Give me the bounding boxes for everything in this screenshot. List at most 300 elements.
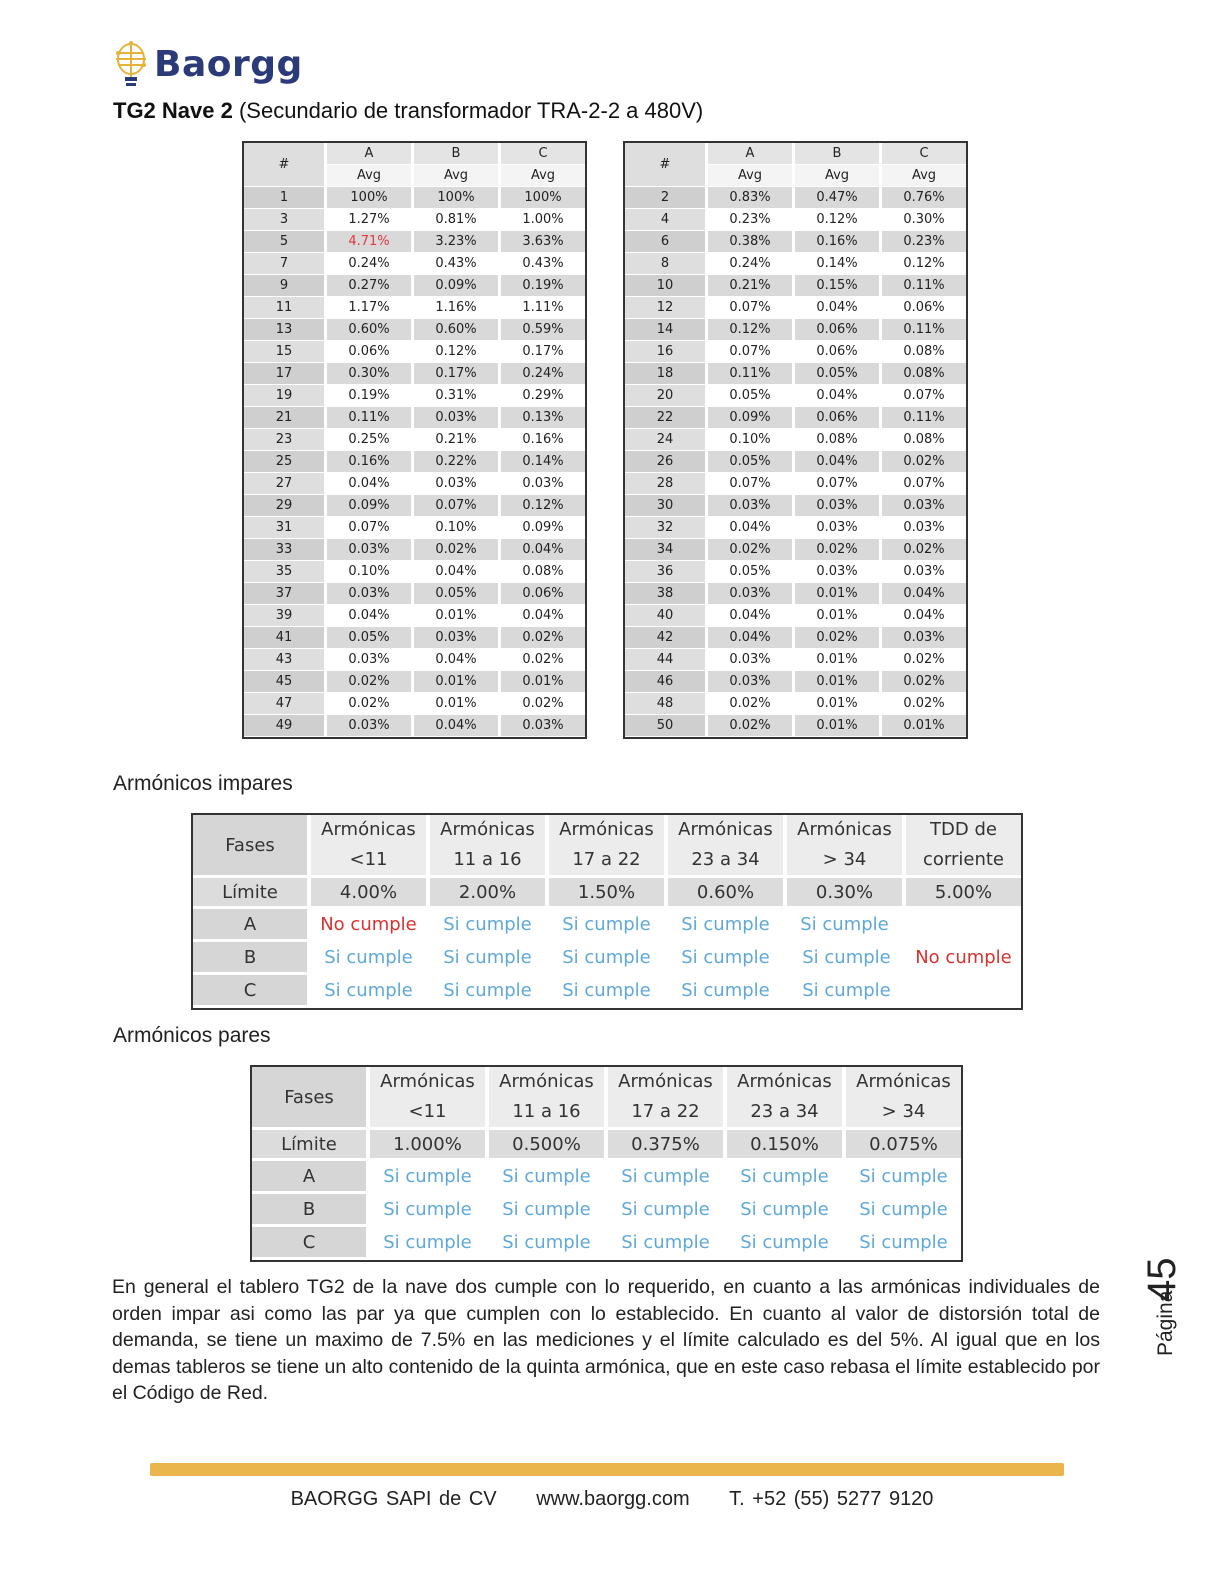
phase-b-value: 0.03% [414,407,501,429]
fase-label: B [193,942,311,975]
footer-divider [150,1463,1064,1476]
col-header-num: # [625,143,708,187]
table-row [244,473,585,495]
phase-a-value: 0.60% [327,319,414,341]
phase-a-value: 0.04% [327,605,414,627]
phase-c-value: 0.17% [501,341,585,363]
harmonic-order: 29 [244,495,327,517]
table-row [625,319,966,341]
phase-c-value: 0.30% [882,209,966,231]
harmonic-order: 15 [244,341,327,363]
compliance-cell: No cumple [311,909,430,942]
harmonic-order: 47 [244,693,327,715]
phase-c-value: 0.07% [882,385,966,407]
phase-a-value: 0.06% [327,341,414,363]
phase-b-value: 3.23% [414,231,501,253]
phase-c-value: 1.00% [501,209,585,231]
fases-header: Fases [252,1067,370,1130]
col-head-line2: corriente [922,849,1004,870]
phase-c-value: 0.11% [882,319,966,341]
col-head-line1: Armónicas [559,819,654,840]
phase-b-value: 0.17% [414,363,501,385]
col-head-line2: 23 a 34 [750,1101,819,1122]
fase-label: C [193,975,311,1008]
table-row [625,473,966,495]
footer-phone: T. +52 (55) 5277 9120 [729,1488,934,1510]
col-head-line1: Armónicas [737,1071,832,1092]
compliance-cell: Si cumple [370,1227,489,1260]
phase-b-value: 0.02% [414,539,501,561]
harmonic-order: 8 [625,253,708,275]
phase-c-value: 0.19% [501,275,585,297]
compliance-cell: Si cumple [489,1161,608,1194]
table-row [244,209,585,231]
table-row [625,495,966,517]
phase-c-value: 0.02% [501,649,585,671]
phase-c-value: 3.63% [501,231,585,253]
odd-compliance-table [191,813,1023,1010]
phase-a-value: 0.02% [708,693,795,715]
compliance-cell: Si cumple [549,975,668,1008]
table-row [244,495,585,517]
table-row [244,715,585,737]
phase-c-value: 0.03% [882,627,966,649]
phase-a-value: 0.05% [708,561,795,583]
phase-a-value: 0.11% [327,407,414,429]
harmonic-order: 19 [244,385,327,407]
compliance-cell: Si cumple [549,942,668,975]
table-row [244,407,585,429]
harmonic-order: 20 [625,385,708,407]
table-header-row [625,143,966,165]
harmonic-order: 21 [244,407,327,429]
page-title [113,98,703,124]
compliance-cell: Si cumple [311,975,430,1008]
limit-value: 0.150% [727,1130,846,1161]
compliance-cell: Si cumple [787,975,906,1008]
even-section-title: Armónicos pares [113,1024,271,1047]
phase-c-value: 0.04% [882,583,966,605]
col-head-line2: 11 a 16 [453,849,522,870]
table-row [244,649,585,671]
phase-b-value: 0.01% [795,605,882,627]
harmonic-order: 4 [625,209,708,231]
phase-b-value: 0.04% [414,561,501,583]
col-subheader-avg: Avg [501,165,585,187]
col-header-phase-c: C [882,143,966,165]
phase-b-value: 0.03% [414,627,501,649]
harmonic-order: 39 [244,605,327,627]
compliance-cell: Si cumple [727,1227,846,1260]
harmonic-order: 38 [625,583,708,605]
phase-b-value: 0.09% [414,275,501,297]
table-row [625,275,966,297]
col-subheader-avg: Avg [882,165,966,187]
phase-a-value: 0.24% [327,253,414,275]
table-row [244,517,585,539]
lightbulb-circuit-icon [112,37,150,91]
table-row [625,209,966,231]
harmonic-order: 3 [244,209,327,231]
limit-value: 0.60% [668,878,787,909]
phase-c-value: 0.13% [501,407,585,429]
table-row [244,671,585,693]
col-subheader-avg: Avg [795,165,882,187]
harmonic-order: 27 [244,473,327,495]
table-row [625,429,966,451]
phase-c-value: 0.08% [882,341,966,363]
compliance-cell: Si cumple [846,1161,961,1194]
col-head-line2: <11 [349,849,388,870]
phase-b-value: 0.07% [414,495,501,517]
harmonic-order: 37 [244,583,327,605]
company-logo [112,36,303,92]
phase-a-value: 0.07% [327,517,414,539]
phase-c-value: 0.04% [501,539,585,561]
table-row [625,715,966,737]
compliance-cell: Si cumple [846,1227,961,1260]
compliance-cell: Si cumple [489,1194,608,1227]
harmonic-order: 2 [625,187,708,209]
harmonic-order: 13 [244,319,327,341]
harmonic-order: 17 [244,363,327,385]
title-rest: (Secundario de transformador TRA-2-2 a 480V) [232,98,704,123]
phase-c-value: 0.08% [882,429,966,451]
phase-a-value: 0.04% [327,473,414,495]
phase-c-value: 0.02% [882,693,966,715]
phase-b-value: 0.16% [795,231,882,253]
phase-a-value: 0.05% [708,385,795,407]
phase-a-value: 0.25% [327,429,414,451]
phase-b-value: 0.04% [414,649,501,671]
table-row [625,627,966,649]
phase-c-value: 0.07% [882,473,966,495]
col-head-line1: Armónicas [678,819,773,840]
table-row [625,605,966,627]
phase-a-value: 0.02% [327,693,414,715]
phase-a-value: 0.23% [708,209,795,231]
phase-b-value: 0.31% [414,385,501,407]
harmonic-order: 49 [244,715,327,737]
phase-c-value: 0.02% [501,693,585,715]
phase-c-value: 0.04% [501,605,585,627]
harmonic-order: 30 [625,495,708,517]
col-head-line1: Armónicas [499,1071,594,1092]
harmonic-order: 43 [244,649,327,671]
limit-value: 1.000% [370,1130,489,1161]
col-head-line2: 17 a 22 [572,849,641,870]
phase-c-value: 0.03% [501,473,585,495]
phase-c-value: 100% [501,187,585,209]
limit-value: 0.500% [489,1130,608,1161]
fases-header: Fases [193,815,311,878]
compliance-cell: Si cumple [370,1194,489,1227]
footer-web[interactable]: www.baorgg.com [536,1488,690,1510]
table-row [244,275,585,297]
harmonic-order: 5 [244,231,327,253]
phase-a-value: 0.03% [708,495,795,517]
table-row [625,341,966,363]
harmonic-order: 44 [625,649,708,671]
phase-b-value: 0.02% [795,539,882,561]
phase-a-value: 0.07% [708,341,795,363]
phase-a-value: 0.03% [327,583,414,605]
harmonic-order: 41 [244,627,327,649]
phase-c-value: 0.02% [501,627,585,649]
phase-b-value: 0.01% [795,671,882,693]
harmonic-order: 24 [625,429,708,451]
phase-c-value: 0.59% [501,319,585,341]
phase-a-value: 0.12% [708,319,795,341]
odd-section-title: Armónicos impares [113,772,293,795]
col-header-phase-b: B [414,143,501,165]
phase-c-value: 0.43% [501,253,585,275]
phase-a-value: 4.71% [327,231,414,253]
compliance-cell: Si cumple [430,975,549,1008]
phase-b-value: 0.12% [795,209,882,231]
summary-paragraph: En general el tablero TG2 de la nave dos cumple con lo requerido, en cuanto a las armónicas individuales de orden impar asi como las par ya que cumplen con lo establecido. En cuanto al valor de distorsión total de demanda, se tiene un maximo de 7.5% en las mediciones y el límite calculado es del 5%. Al igual que en los demas tableros se tiene un alto contenido de la quinta armónica, que en este caso rebasa el límite establecido por el Código de Red. [112,1276,1100,1405]
limit-value: 1.50% [549,878,668,909]
even-harmonics-table [623,141,968,739]
harmonic-order: 9 [244,275,327,297]
table-row [244,583,585,605]
table-row [625,649,966,671]
col-head-line2: 11 a 16 [512,1101,581,1122]
table-row [625,561,966,583]
col-head-line1: Armónicas [440,819,535,840]
phase-b-value: 0.07% [795,473,882,495]
harmonic-order: 7 [244,253,327,275]
compliance-cell: Si cumple [608,1161,727,1194]
col-head-line1: TDD de [930,819,997,840]
phase-b-value: 0.06% [795,341,882,363]
compliance-cell: Si cumple [549,909,668,942]
col-subheader-avg: Avg [414,165,501,187]
phase-a-value: 0.16% [327,451,414,473]
phase-c-value: 0.01% [882,715,966,737]
col-header-phase-c: C [501,143,585,165]
page-digits: 45 [1140,1257,1184,1302]
phase-c-value: 0.11% [882,407,966,429]
phase-c-value: 0.24% [501,363,585,385]
harmonic-order: 34 [625,539,708,561]
phase-b-value: 0.03% [795,561,882,583]
harmonic-order: 12 [625,297,708,319]
compliance-cell: Si cumple [787,942,906,975]
phase-c-value: 0.02% [882,649,966,671]
table-row [625,539,966,561]
col-header-phase-b: B [795,143,882,165]
phase-a-value: 0.07% [708,297,795,319]
fase-label: C [252,1227,370,1260]
limit-value: 4.00% [311,878,430,909]
phase-a-value: 0.02% [327,671,414,693]
limit-value: 5.00% [906,878,1021,909]
table-row [244,231,585,253]
table-row [625,187,966,209]
limit-value: 2.00% [430,878,549,909]
col-head-line2: > 34 [881,1101,926,1122]
brand-name: Baorgg [154,43,303,85]
phase-c-value: 1.11% [501,297,585,319]
table-row [244,363,585,385]
col-head-line2: 17 a 22 [631,1101,700,1122]
phase-a-value: 0.04% [708,517,795,539]
col-subheader-avg: Avg [708,165,795,187]
phase-b-value: 0.10% [414,517,501,539]
phase-a-value: 0.30% [327,363,414,385]
phase-a-value: 0.10% [708,429,795,451]
table-row [625,385,966,407]
harmonic-order: 35 [244,561,327,583]
table-row [625,231,966,253]
table-row [244,561,585,583]
col-header-phase-a: A [327,143,414,165]
col-head-line2: > 34 [822,849,867,870]
table-row [625,517,966,539]
col-head-line1: Armónicas [856,1071,951,1092]
phase-c-value: 0.09% [501,517,585,539]
phase-a-value: 0.03% [708,583,795,605]
phase-b-value: 1.16% [414,297,501,319]
phase-a-value: 0.21% [708,275,795,297]
phase-b-value: 0.05% [795,363,882,385]
phase-b-value: 0.01% [795,583,882,605]
harmonic-order: 33 [244,539,327,561]
phase-b-value: 0.60% [414,319,501,341]
phase-a-value: 0.02% [708,539,795,561]
col-head-line1: Armónicas [618,1071,713,1092]
compliance-cell: Si cumple [727,1194,846,1227]
compliance-cell: Si cumple [430,909,549,942]
harmonic-order: 36 [625,561,708,583]
harmonic-order: 14 [625,319,708,341]
col-head-line2: <11 [408,1101,447,1122]
col-header-phase-a: A [708,143,795,165]
compliance-cell: Si cumple [311,942,430,975]
phase-c-value: 0.14% [501,451,585,473]
phase-a-value: 1.17% [327,297,414,319]
phase-a-value: 0.11% [708,363,795,385]
phase-a-value: 0.04% [708,605,795,627]
harmonic-order: 10 [625,275,708,297]
compliance-cell: Si cumple [668,909,787,942]
table-row [625,451,966,473]
fase-label: A [252,1161,370,1194]
footer [0,1488,1224,1511]
phase-b-value: 0.05% [414,583,501,605]
phase-a-value: 100% [327,187,414,209]
phase-a-value: 0.02% [708,715,795,737]
col-head-line1: Armónicas [321,819,416,840]
table-row [625,671,966,693]
phase-b-value: 0.03% [795,495,882,517]
phase-a-value: 0.07% [708,473,795,495]
col-head-line1: Armónicas [380,1071,475,1092]
phase-c-value: 0.06% [501,583,585,605]
table-row [244,605,585,627]
phase-c-value: 0.03% [882,561,966,583]
harmonic-order: 1 [244,187,327,209]
footer-company: BAORGG SAPI de CV [290,1488,497,1510]
limite-label: Límite [252,1130,370,1161]
phase-c-value: 0.02% [882,451,966,473]
phase-a-value: 0.03% [708,649,795,671]
table-row [625,363,966,385]
table-row [244,451,585,473]
harmonic-order: 50 [625,715,708,737]
phase-c-value: 0.76% [882,187,966,209]
phase-a-value: 0.03% [327,649,414,671]
table-row [244,297,585,319]
phase-c-value: 0.23% [882,231,966,253]
harmonic-order: 26 [625,451,708,473]
compliance-cell: Si cumple [727,1161,846,1194]
phase-b-value: 0.01% [414,693,501,715]
page-number [1140,1240,1184,1360]
fase-label: B [252,1194,370,1227]
harmonic-order: 6 [625,231,708,253]
compliance-cell: Si cumple [608,1227,727,1260]
harmonic-order: 11 [244,297,327,319]
harmonic-order: 16 [625,341,708,363]
phase-b-value: 0.06% [795,407,882,429]
title-bold: TG2 Nave 2 [113,98,233,123]
phase-a-value: 0.24% [708,253,795,275]
phase-a-value: 0.05% [327,627,414,649]
phase-a-value: 0.03% [327,539,414,561]
table-row [625,583,966,605]
phase-c-value: 0.03% [882,495,966,517]
phase-a-value: 0.09% [327,495,414,517]
harmonic-order: 28 [625,473,708,495]
table-row [625,693,966,715]
limit-value: 0.30% [787,878,906,909]
phase-a-value: 0.03% [327,715,414,737]
compliance-cell: Si cumple [668,975,787,1008]
even-compliance-table [250,1065,963,1262]
compliance-cell: Si cumple [370,1161,489,1194]
harmonic-order: 42 [625,627,708,649]
table-row [244,385,585,407]
limite-label: Límite [193,878,311,909]
phase-b-value: 0.14% [795,253,882,275]
phase-c-value: 0.02% [882,539,966,561]
page-word: Página [1154,1290,1177,1356]
phase-c-value: 0.01% [501,671,585,693]
phase-a-value: 0.27% [327,275,414,297]
harmonic-order: 25 [244,451,327,473]
compliance-cell: Si cumple [489,1227,608,1260]
phase-b-value: 0.01% [414,671,501,693]
harmonic-order: 48 [625,693,708,715]
phase-b-value: 0.04% [795,297,882,319]
phase-b-value: 0.04% [795,385,882,407]
phase-c-value: 0.03% [501,715,585,737]
phase-b-value: 0.03% [414,473,501,495]
phase-b-value: 0.47% [795,187,882,209]
phase-a-value: 0.10% [327,561,414,583]
phase-c-value: 0.08% [501,561,585,583]
phase-b-value: 0.04% [795,451,882,473]
compliance-cell: Si cumple [787,909,906,942]
harmonic-order: 45 [244,671,327,693]
harmonic-order: 22 [625,407,708,429]
phase-b-value: 100% [414,187,501,209]
phase-a-value: 0.05% [708,451,795,473]
phase-a-value: 0.83% [708,187,795,209]
harmonic-order: 31 [244,517,327,539]
